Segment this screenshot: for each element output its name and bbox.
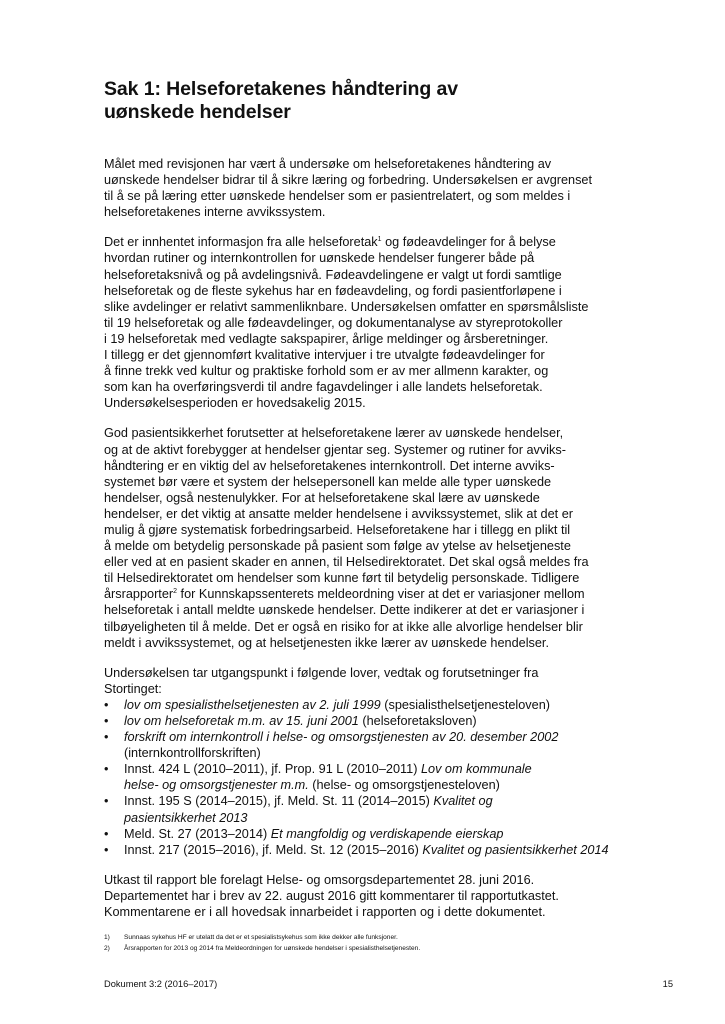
bullet-icon: • <box>104 794 109 809</box>
text-line: helseforetak og de fleste sykehus har en fødeavdeling, og fordi pasientforløpene i <box>104 283 562 298</box>
text-line: tilbøyeligheten til å melde. Det er også en risiko for at ikke alle alvorlige hendelser blir <box>104 619 583 634</box>
text-line: å finne trekk ved kultur og praktiske forhold som er av mer allmenn karakter, og <box>104 364 549 379</box>
law-title: lov om helseforetak m.m. av 15. juni 2001 <box>124 714 359 728</box>
text-line: Målet med revisjonen har vært å undersøke om helseforetakenes håndtering av <box>104 157 552 171</box>
text-line: Utkast til rapport ble forelagt Helse- og omsorgsdepartementet 28. juni 2016. <box>104 872 535 887</box>
bullet-icon: • <box>104 842 109 857</box>
text-line: og at de aktivt forebygger at hendelser gjentar seg. Systemer og rutiner for avviks- <box>104 442 566 457</box>
text-line: hendelser, er det viktig at ansatte melder hendelsene i avvikssystemet, slik at det er <box>104 506 573 521</box>
text-line <box>124 810 686 826</box>
text-line: til 19 helseforetak og alle fødeavdelinger, og dokumentanalyse av styreprotokoller <box>104 315 563 330</box>
title-line-2: uønskede hendelser <box>104 101 291 123</box>
text-line <box>124 777 686 793</box>
text-line <box>104 586 686 602</box>
law-title: forskrift om internkontroll i helse- og omsorgstjenesten av 20. desember 2002 <box>124 730 559 745</box>
document-reference: Dokument 3:2 (2016–2017) <box>104 979 218 989</box>
footnote-ref-1: 1 <box>377 236 382 244</box>
law-title: Et mangfoldig og verdiskapende eierskap <box>270 826 504 841</box>
bullet-icon: • <box>104 730 109 745</box>
footnote-number: 1) <box>104 934 110 942</box>
text-line: meldt i avvikssystemet, og at helsetjenesten ikke lærer av uønskede hendelser. <box>104 635 549 650</box>
bullet-icon: • <box>104 826 109 841</box>
paragraph-5 <box>104 872 686 920</box>
text-line: Undersøkelsen tar utgangspunkt i følgende lover, vedtak og forutsetninger fra <box>104 665 539 680</box>
law-reference: Meld. St. 27 (2013–2014) <box>124 826 271 841</box>
law-title: helse- og omsorgstjenester m.m. <box>124 778 309 793</box>
text-line: hvordan rutiner og internkontrollen for uønskede hendelser fungerer både på <box>104 251 535 266</box>
list-item <box>104 793 686 825</box>
text-line: å melde om betydelig personskade på pasient som følge av ytelse av helsetjeneste <box>104 539 571 554</box>
text-line: I tillegg er det gjennomført kvalitative intervjuer i tre utvalgte fødeavdelinger for <box>104 348 545 363</box>
text-line: eller ved at en pasient skader en annen, til Helsedirektoratet. Det skal også meldes fra <box>104 555 589 570</box>
law-list <box>104 697 686 858</box>
text-line: systemet bør være et system der helsepersonell kan melde alle typer uønskede <box>104 474 552 489</box>
list-item <box>104 713 686 729</box>
title-line-1: Sak 1: Helseforetakenes håndtering av <box>104 78 458 100</box>
text-line: til å se på læring etter uønskede hendelser som er pasientrelatert, og som meldes i <box>104 189 571 204</box>
bullet-icon: • <box>104 697 109 712</box>
footnote-2 <box>104 943 686 954</box>
text-line: Departementet har i brev av 22. august 2016 gitt kommentarer til rapportutkastet. <box>104 888 559 903</box>
text-line: Kommentarene er i all hovedsak innarbeidet i rapporten og i dette dokumentet. <box>104 905 546 920</box>
body-text <box>104 156 686 920</box>
law-note: (internkontrollforskriften) <box>124 746 261 761</box>
text-line: Undersøkelsesperioden er hovedsakelig 2015. <box>104 396 366 411</box>
law-reference: Innst. 217 (2015–2016), jf. Meld. St. 12 (2015–2016) <box>124 842 423 857</box>
text-line: håndtering er en viktig del av helseforetakenes internkontroll. Det interne avviks- <box>104 458 555 473</box>
law-note: (spesialisthelsetjenesteloven) <box>380 697 550 712</box>
text-segment: årsrapporter <box>104 587 174 602</box>
law-title: lov om spesialisthelsetjenesten av 2. juli 1999 <box>124 697 381 712</box>
page-content <box>104 78 686 954</box>
bullet-icon: • <box>104 714 109 728</box>
text-line <box>104 234 686 250</box>
list-item <box>104 826 686 842</box>
text-line: mulig å gjøre systematisk forbedringsarbeid. Helseforetakene har i tillegg en plikt til <box>104 522 571 537</box>
list-item <box>104 842 686 858</box>
law-title: pasientsikkerhet 2013 <box>124 810 248 825</box>
list-item <box>104 729 686 761</box>
text-segment: for Kunnskapssenterets meldeordning viser at det er variasjoner mellom <box>177 587 585 602</box>
paragraph-2 <box>104 234 686 411</box>
footnote-text: Sunnaas sykehus HF er utelatt da det er et spesialistsykehus som ikke dekker alle funksjoner. <box>124 934 398 942</box>
paragraph-1 <box>104 156 686 220</box>
text-line: God pasientsikkerhet forutsetter at helseforetakene lærer av uønskede hendelser, <box>104 426 564 441</box>
law-title: Kvalitet og pasientsikkerhet 2014 <box>422 842 609 857</box>
text-line: helseforetakenes interne avvikssystem. <box>104 205 326 220</box>
text-line: helseforetak i antall meldte uønskede hendelser. Dette indikerer at det er variasjoner i <box>104 603 585 618</box>
text-line: Stortinget: <box>104 681 162 696</box>
footnote-1 <box>104 932 686 943</box>
footnote-number: 2) <box>104 945 110 953</box>
paragraph-4 <box>104 665 686 858</box>
footnote-text: Årsrapporten for 2013 og 2014 fra Meldeordningen for uønskede hendelser i spesialisthelsetjenesten. <box>124 945 421 953</box>
page-number: 15 <box>662 979 673 989</box>
page-title <box>104 78 686 124</box>
page-footer <box>104 979 673 989</box>
text-line: i 19 helseforetak med vedlagte sakspapirer, årlige meldinger og årsberetninger. <box>104 331 549 346</box>
law-title: Kvalitet og <box>433 794 493 809</box>
bullet-icon: • <box>104 762 109 777</box>
paragraph-3 <box>104 425 686 650</box>
law-note: (helseforetaksloven) <box>358 714 477 728</box>
text-line: helseforetaksnivå og på avdelingsnivå. Fødeavdelingene er valgt ut fordi samtlige <box>104 267 562 282</box>
text-line: til Helsedirektoratet om hendelser som kunne ført til betydelig personskade. Tidligere <box>104 571 580 586</box>
text-line: hendelser, også nestenulykker. For at helseforetakene skal lære av uønskede <box>104 490 540 505</box>
text-line: uønskede hendelser bidrar til å sikre læring og forbedring. Undersøkelsen er avgrenset <box>104 173 593 188</box>
law-note: (helse- og omsorgstjenesteloven) <box>308 778 500 793</box>
law-title: Lov om kommunale <box>420 762 532 777</box>
footnotes <box>104 932 686 954</box>
list-item <box>104 697 686 713</box>
text-line: som kan ha overføringsverdi til andre fagavdelinger i alle landets helseforetak. <box>104 380 543 395</box>
text-segment: og fødeavdelinger for å belyse <box>381 235 556 250</box>
footnote-ref-2: 2 <box>173 588 178 596</box>
text-line: slike avdelinger er relativt sammenliknbare. Undersøkelsen omfatter en spørsmålsliste <box>104 299 589 314</box>
law-reference: Innst. 195 S (2014–2015), jf. Meld. St. 11 (2014–2015) <box>124 794 434 809</box>
law-reference: Innst. 424 L (2010–2011), jf. Prop. 91 L (2010–2011) <box>124 762 421 777</box>
list-item <box>104 761 686 793</box>
text-segment: Det er innhentet informasjon fra alle helseforetak <box>104 235 378 250</box>
